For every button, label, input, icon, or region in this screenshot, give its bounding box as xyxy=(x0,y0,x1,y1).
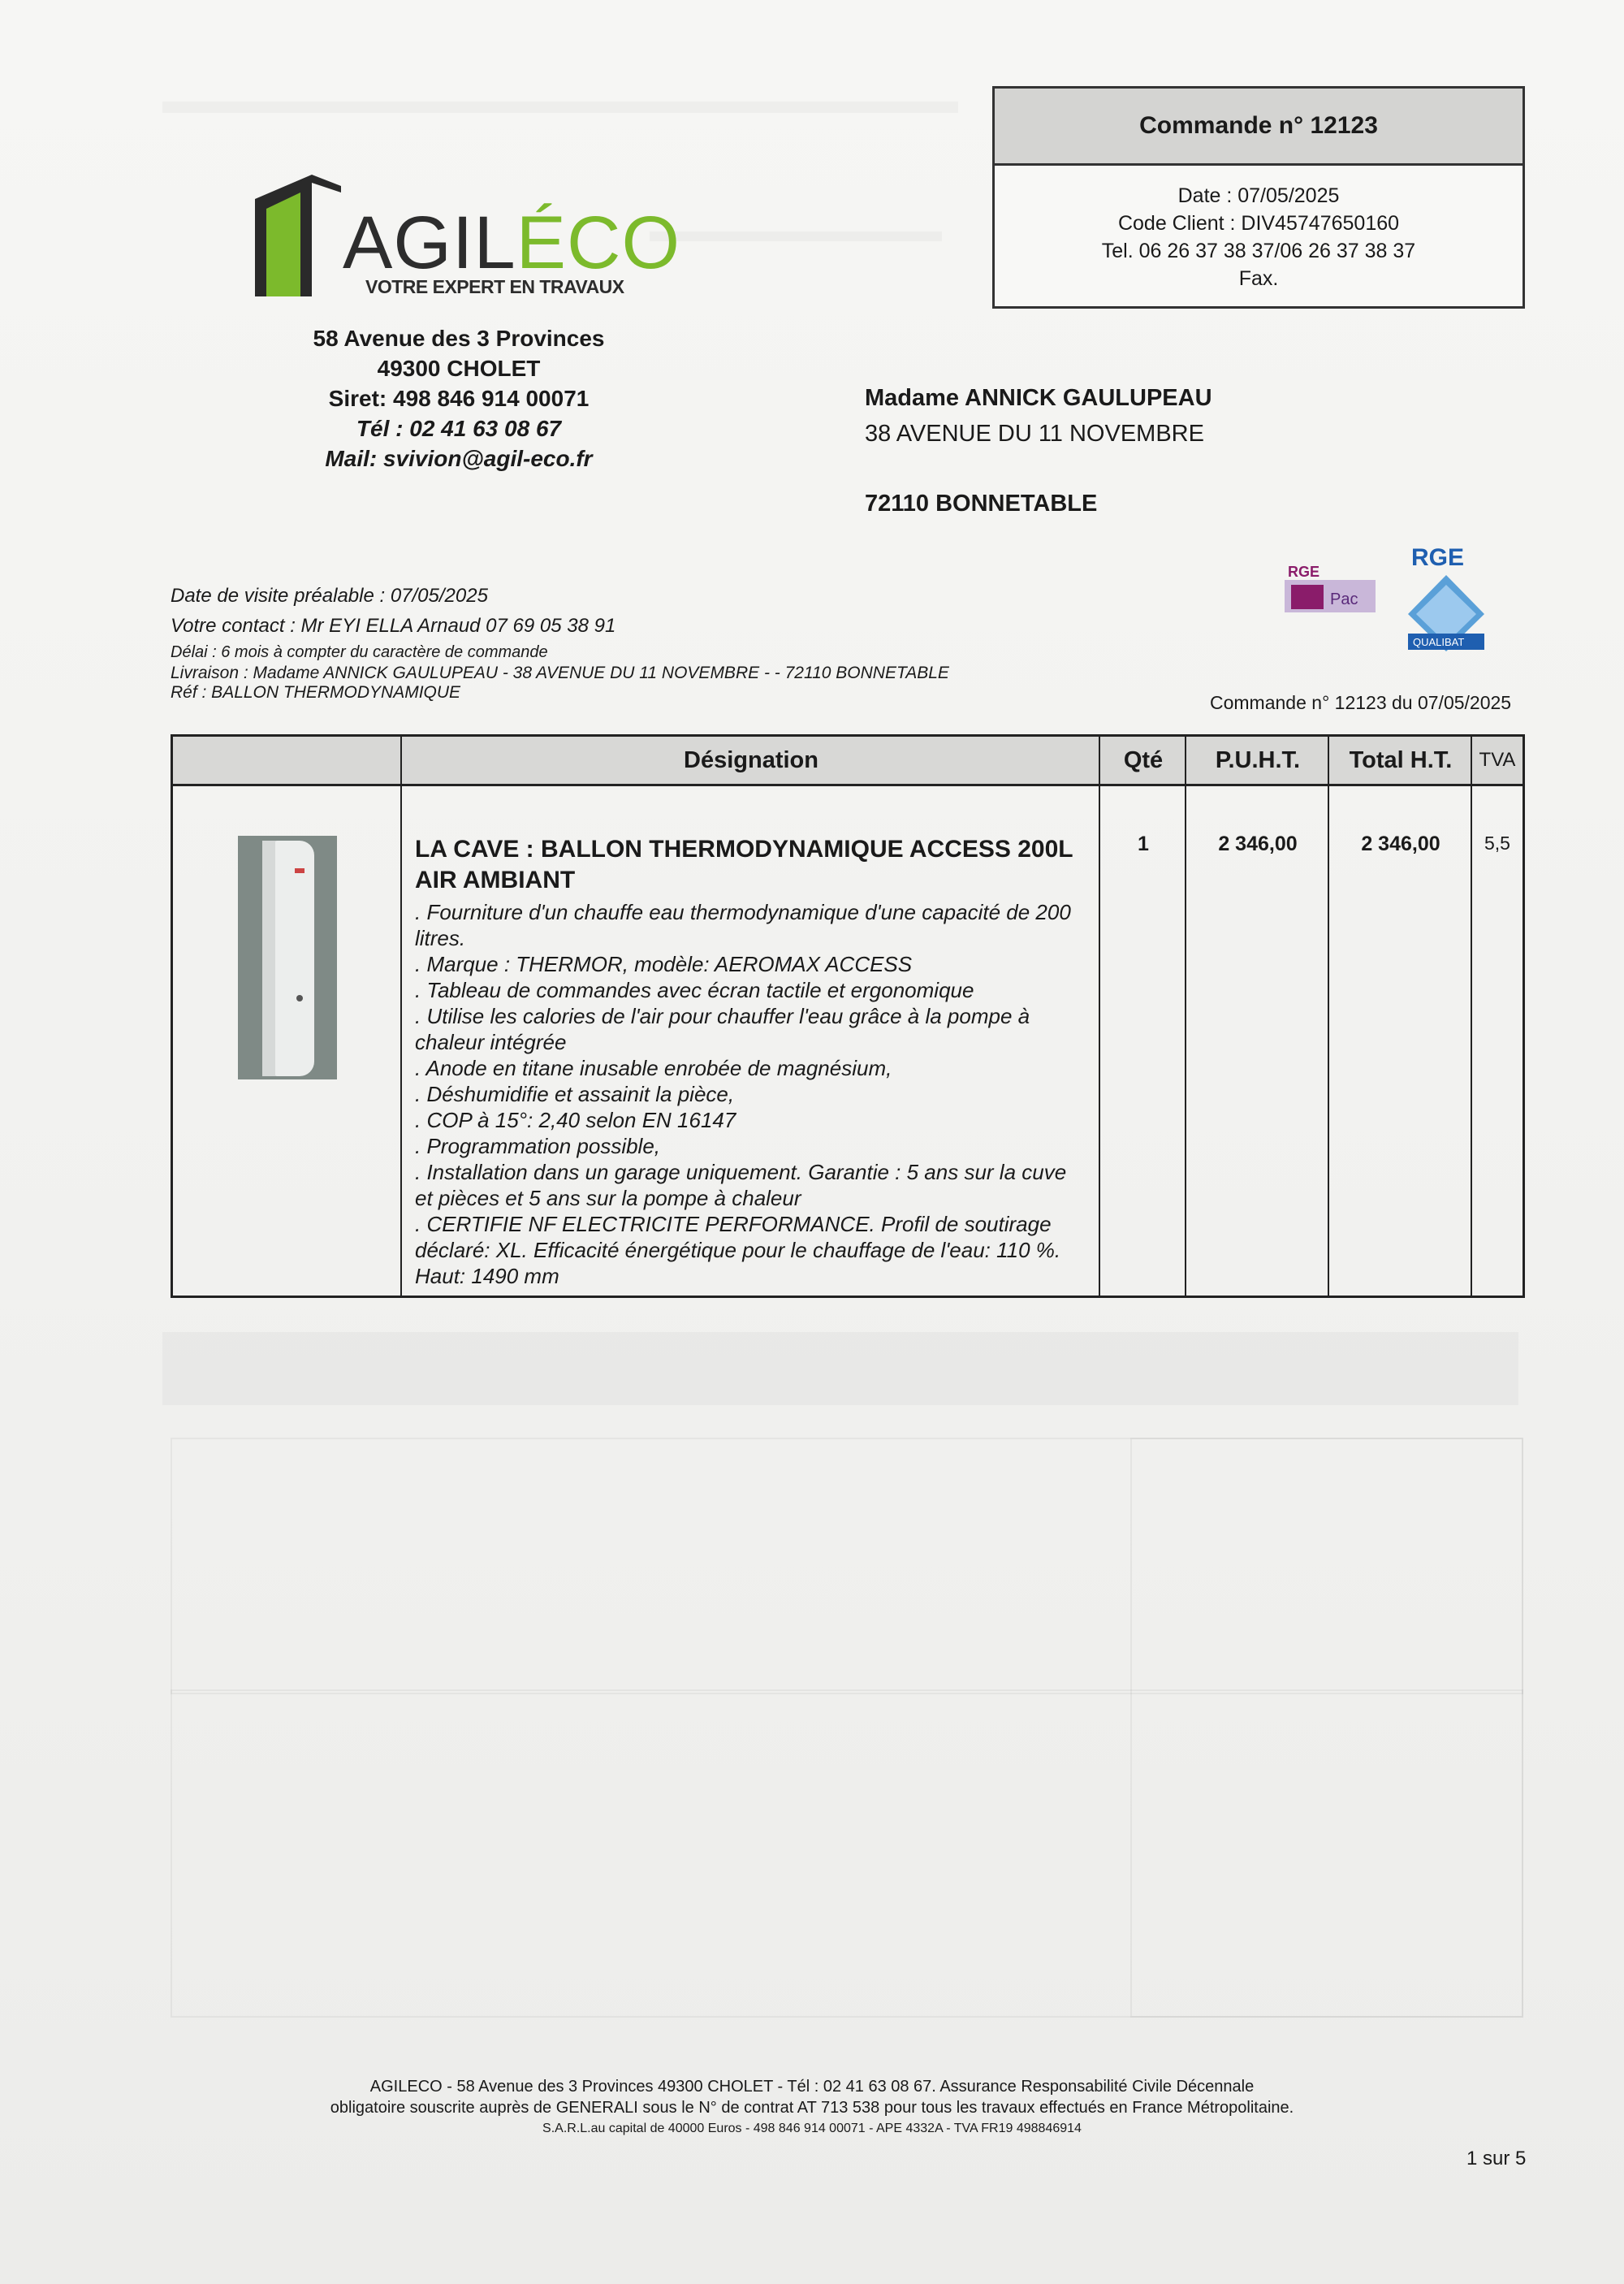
client-fax: Fax. xyxy=(1238,267,1279,290)
order-table xyxy=(171,734,1525,1298)
svg-text:Pac: Pac xyxy=(1330,590,1358,608)
bleed-through-table xyxy=(171,1689,1523,1694)
svg-text:QUALIBAT: QUALIBAT xyxy=(1413,636,1465,648)
row-total: 2 346,00 xyxy=(1361,833,1440,855)
product-image xyxy=(238,836,337,1079)
footer-line: AGILECO - 58 Avenue des 3 Provinces 49300 CHOLET - Tél : 02 41 63 08 67. Assurance Responsabilité Civile Décennale xyxy=(369,2078,1255,2096)
rge-qualibat-logo xyxy=(1403,543,1489,651)
bleed-through-table xyxy=(1130,1438,1523,2018)
reference: Réf : BALLON THERMODYNAMIQUE xyxy=(171,683,461,702)
company-mail: Mail: svivion@agil-eco.fr xyxy=(325,446,593,471)
product-detail-line: Haut: 1490 mm xyxy=(415,1264,559,1288)
product-detail-line: . Fourniture d'un chauffe eau thermodynamique d'une capacité de 200 litres. xyxy=(415,900,1071,950)
client-name: Madame ANNICK GAULUPEAU xyxy=(865,385,1212,411)
col-vat: TVA xyxy=(1479,749,1516,771)
row-unit-price: 2 346,00 xyxy=(1218,833,1298,855)
client-code: Code Client : DIV45747650160 xyxy=(1117,212,1400,235)
delay: Délai : 6 mois à compter du caractère de commande xyxy=(171,643,548,661)
product-detail-line: . Utilise les calories de l'air pour chauffer l'eau grâce à la pompe à chaleur intégrée xyxy=(415,1004,1030,1054)
footer-line: obligatoire souscrite auprès de GENERALI sous le N° de contrat AT 713 538 pour tous les travaux effectués en France Métropolitaine. xyxy=(330,2099,1294,2117)
logo-wordmark: AGILÉCO xyxy=(343,201,681,284)
bleed-through xyxy=(650,231,942,241)
visit-date: Date de visite préalable : 07/05/2025 xyxy=(171,585,488,607)
col-total: Total H.T. xyxy=(1349,746,1453,773)
logo-tagline: VOTRE EXPERT EN TRAVAUX xyxy=(365,276,624,297)
product-detail-line: . Tableau de commandes avec écran tactile et ergonomique xyxy=(415,978,974,1002)
company-city: 49300 CHOLET xyxy=(377,356,541,381)
contact: Votre contact : Mr EYI ELLA Arnaud 07 69 05 38 91 xyxy=(171,615,616,637)
visit-info xyxy=(171,581,949,703)
product-detail-line: . Marque : THERMOR, modèle: AEROMAX ACCESS xyxy=(415,952,913,976)
footer-line: S.A.R.L.au capital de 40000 Euros - 498 846 914 00071 - APE 4332A - TVA FR19 498846914 xyxy=(542,2122,1082,2135)
table-header xyxy=(173,737,1522,786)
col-qty: Qté xyxy=(1123,746,1164,773)
product-detail-line: . Installation dans un garage uniquement. Garantie : 5 ans sur la cuve et pièces et 5 ans sur la pompe à chaleur xyxy=(415,1160,1067,1210)
legal-footer xyxy=(0,2076,1624,2139)
svg-text:RGE: RGE xyxy=(1411,544,1465,571)
order-reference-line: Commande n° 12123 du 07/05/2025 xyxy=(1210,692,1512,713)
company-phone: Tél : 02 41 63 08 67 xyxy=(356,416,562,441)
order-number: Commande n° 12123 xyxy=(995,89,1522,166)
row-vat: 5,5 xyxy=(1484,833,1510,854)
order-box xyxy=(992,86,1525,309)
product-detail-line: . Déshumidifie et assainit la pièce, xyxy=(415,1082,735,1106)
client-street: 38 AVENUE DU 11 NOVEMBRE xyxy=(865,421,1204,447)
product-detail-line: . CERTIFIE NF ELECTRICITE PERFORMANCE. Profil de soutirage déclaré: XL. Efficacité énergétique pour le chauffage de l'eau: 110 %. xyxy=(415,1212,1061,1262)
bleed-through xyxy=(162,102,958,113)
rge-qualipac-logo xyxy=(1285,560,1376,619)
client-tel: Tel. 06 26 37 38 37/06 26 37 38 37 xyxy=(1101,240,1416,262)
page-number: 1 sur 5 xyxy=(1466,2148,1527,2169)
client-city: 72110 BONNETABLE xyxy=(865,491,1098,517)
row-qty: 1 xyxy=(1138,833,1149,855)
col-designation: Désignation xyxy=(684,746,818,773)
client-address xyxy=(865,380,1212,521)
delivery: Livraison : Madame ANNICK GAULUPEAU - 38 AVENUE DU 11 NOVEMBRE - - 72110 BONNETABLE xyxy=(171,664,949,682)
product-detail-line: . Programmation possible, xyxy=(415,1134,661,1158)
bleed-through xyxy=(162,1332,1518,1405)
company-address: 58 Avenue des 3 Provinces xyxy=(313,326,605,351)
company-logo xyxy=(252,175,682,305)
product-detail-line: . Anode en titane inusable enrobée de magnésium, xyxy=(415,1056,892,1080)
house-icon xyxy=(252,175,341,296)
col-unit-price: P.U.H.T. xyxy=(1215,746,1301,773)
product-detail-line: . COP à 15°: 2,40 selon EN 16147 xyxy=(415,1108,736,1132)
order-date: Date : 07/05/2025 xyxy=(1177,184,1340,207)
svg-text:RGE: RGE xyxy=(1288,564,1320,580)
company-details xyxy=(268,323,650,474)
company-siret: Siret: 498 846 914 00071 xyxy=(328,386,590,411)
product-description xyxy=(415,834,1089,1289)
product-title: LA CAVE : BALLON THERMODYNAMIQUE ACCESS 200L AIR AMBIANT xyxy=(415,836,1073,893)
